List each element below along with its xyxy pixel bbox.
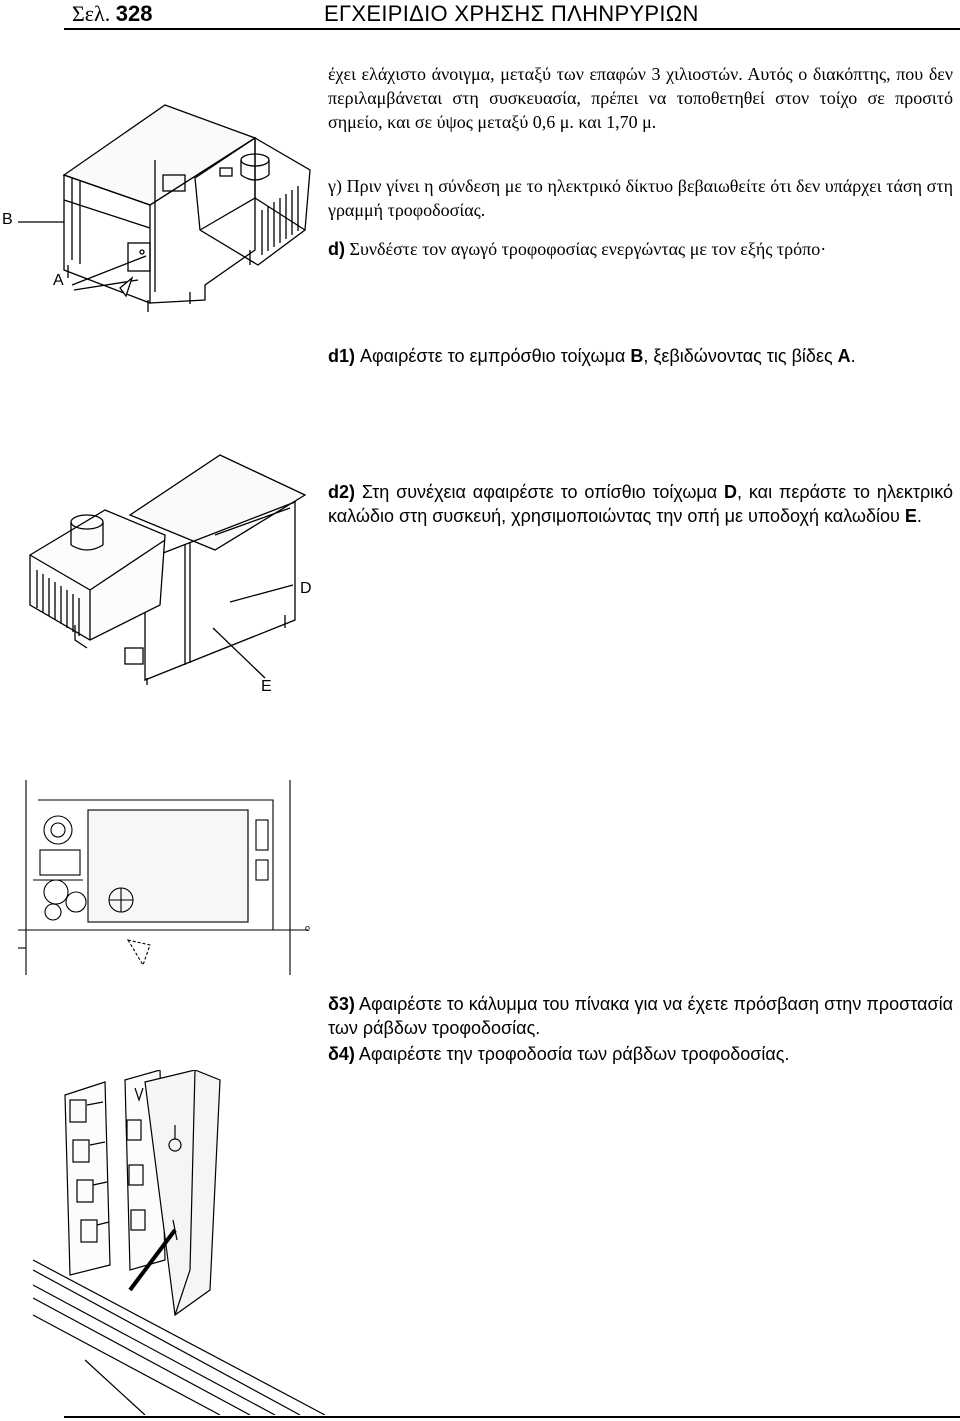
step-d3-paragraph: δ3) Αφαιρέστε το κάλυμμα του πίνακα για να έχετε πρόσβαση στην προστασία των ράβδων τροφοδοσίας. xyxy=(328,994,953,1038)
manual-title: ΕΓΧΕΙΡΙΔΙΟ ΧΡΗΣΗΣ ΠΛΗΝΡΥΡΙΩΝ xyxy=(324,1,699,26)
label-b: B xyxy=(2,211,13,228)
label-d: D xyxy=(300,580,312,597)
footer-rule xyxy=(64,1416,960,1418)
small-mark: o xyxy=(305,923,311,933)
intro-paragraph: έχει ελάχιστο άνοιγμα, μεταξύ των επαφών 3 χιλιοστών. Αυτός ο διακόπτης, που δεν περιλαμβάνεται στη συσκευασία, πρέπει να τοποθετηθεί στον τοίχο σε προσιτό σημείο, και σε ύψος μεταξύ 0,6 μ. και 1,70 μ. xyxy=(328,64,953,132)
label-e: E xyxy=(261,678,272,695)
step-d1-paragraph: d1) Αφαιρέστε το εμπρόσθιο τοίχωμα B, ξεβιδώνοντας τις βίδες A. xyxy=(328,346,856,366)
step-d2-paragraph: d2) Στη συνέχεια αφαιρέστε το οπίσθιο τοίχωμα D, και περάστε το ηλεκτρικό καλώδιο στη συσκευή, χρησιμοποιώντας την οπή με υποδοχή καλωδίου E. xyxy=(328,482,953,526)
figure-control-panel-interior xyxy=(18,780,318,980)
page-header xyxy=(64,0,960,30)
step-d4-paragraph: δ4) Αφαιρέστε την τροφοδοσία των ράβδων τροφοδοσίας. xyxy=(328,1044,790,1064)
figure-rear-panel-removal xyxy=(15,440,320,685)
step-d-paragraph: d) Συνδέστε τον αγωγό τροφοφοσίας ενεργώντας με τον εξής τρόπο· xyxy=(328,239,827,259)
label-a: A xyxy=(53,272,64,289)
page-number: Σελ. 328 xyxy=(72,1,153,26)
figure-front-panel-removal xyxy=(0,60,325,315)
step-g-paragraph: γ) Πριν γίνει η σύνδεση με το ηλεκτρικό δίκτυο βεβαιωθείτε ότι δεν υπάρχει τάση στη γραμμή τροφοδοσίας. xyxy=(328,176,953,220)
figure-rail-supply xyxy=(25,1070,325,1415)
